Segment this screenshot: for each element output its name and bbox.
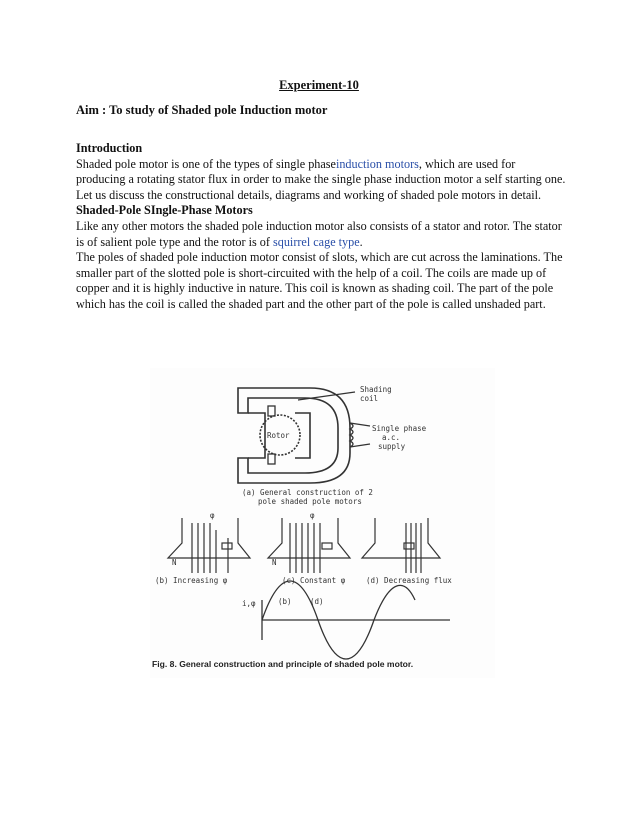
- single-phase-label: Single phase: [372, 424, 427, 433]
- figure-caption: Fig. 8. General construction and principle of shaded pole motor.: [152, 659, 414, 669]
- caption-b: (b) Increasing φ: [155, 576, 228, 585]
- intro-text-1: Shaded pole motor is one of the types of single phase: [76, 156, 336, 171]
- shading-label: Shading: [360, 385, 392, 394]
- shaded-pole-figure: [150, 368, 495, 678]
- supply-label: supply: [378, 442, 406, 451]
- caption-c: (c) Constant φ: [282, 576, 346, 585]
- n-label-c: N: [272, 558, 277, 567]
- wave-d-label: (d): [310, 597, 324, 606]
- n-label-b: N: [172, 558, 177, 567]
- section-text-1: Like any other motors the shaded pole induction motor also consists of a stator and rotor. The stator is of salient pole type and the rotor is of: [76, 218, 562, 249]
- ac-label: a.c.: [382, 433, 401, 442]
- body-text: [76, 141, 566, 313]
- figure-drawing: [150, 368, 495, 678]
- wave-b-label: (b): [278, 597, 292, 606]
- caption-d: (d) Decreasing flux: [366, 576, 452, 585]
- poles-paragraph: The poles of shaded pole induction motor consist of slots, which are cut across the laminations. The smaller part of the slotted pole is short-circuited with the help of a coil. The coils are made up of copper and it is highly inductive in nature. This coil is known as shading coil. The part of the pole which has the coil is called the shaded part and the other part of the pole is called unshaded part.: [76, 250, 563, 311]
- section-text-2: .: [359, 234, 363, 249]
- rotor-label: Rotor: [267, 431, 290, 440]
- aim-line: Aim : To study of Shaded pole Induction motor: [76, 103, 328, 117]
- intro-heading: Introduction: [76, 141, 143, 155]
- section-paragraph: [76, 219, 566, 250]
- squirrel-cage-link[interactable]: squirrel cage type: [273, 234, 360, 249]
- induction-motors-link[interactable]: induction motors: [335, 156, 419, 171]
- caption-a-line2: pole shaded pole motors: [258, 497, 362, 506]
- i-phi-label: i,φ: [242, 599, 256, 608]
- intro-paragraph: [76, 157, 566, 204]
- intro-text-2: , which are used for producing a rotating stator flux in order to make the single phase induction motor a self starting one. Let us discuss the constructional details, diagrams and working of shaded pole motors in detail.: [76, 156, 566, 202]
- document-title: Experiment-10: [279, 78, 359, 92]
- phi-label-b: φ: [210, 511, 215, 520]
- section-heading: Shaded-Pole SIngle-Phase Motors: [76, 203, 253, 218]
- phi-label-c: φ: [310, 511, 315, 520]
- caption-a-line1: (a) General construction of 2: [242, 488, 373, 497]
- coil-label: coil: [360, 394, 379, 403]
